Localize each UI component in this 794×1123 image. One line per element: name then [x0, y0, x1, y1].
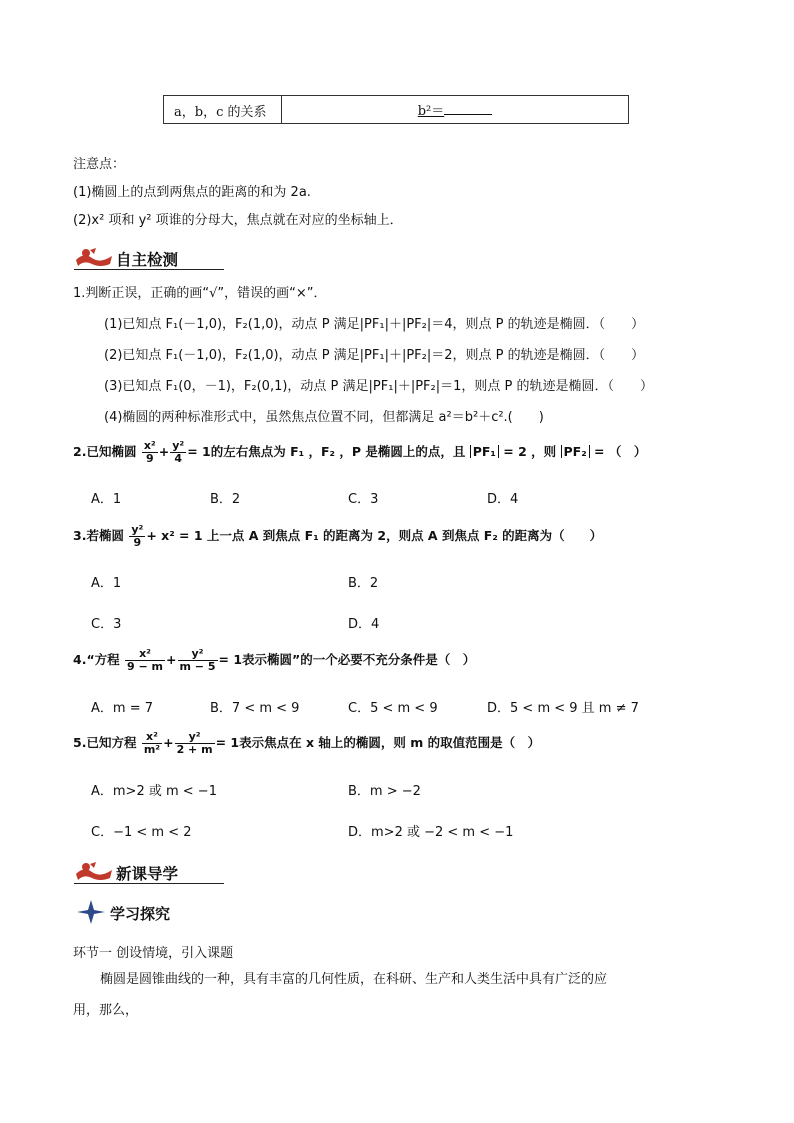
numerator: y² [172, 439, 185, 452]
plus-sign: + [158, 444, 170, 459]
q4-stem [73, 648, 475, 673]
q5-prefix: 5.已知方程 [73, 735, 137, 750]
paragraph-line-2: 用，那么， [73, 1003, 139, 1018]
abs-value: PF₂ [561, 445, 590, 458]
heading-underline [74, 269, 224, 270]
denominator: m − 5 [179, 660, 216, 673]
q3-option-d[interactable]: D．4 [348, 617, 380, 632]
denominator: 9 [133, 536, 142, 549]
step-title: 环节一 创设情境，引入课题 [73, 946, 234, 961]
q4-option-b[interactable]: B．7 < m < 9 [210, 701, 300, 716]
paragraph-line-1: 椭圆是圆锥曲线的一种，具有丰富的几何性质，在科研、生产和人类生活中具有广泛的应 [100, 972, 608, 987]
q3-rest: + x² = 1 [146, 528, 203, 543]
q3-prefix: 3.若椭圆 [73, 528, 124, 543]
formula-text: b²＝ [417, 104, 445, 119]
table-formula-cell [282, 96, 628, 127]
section-title: 自主检测 [116, 251, 179, 269]
denominator: 4 [174, 452, 183, 465]
q3-option-c[interactable]: C．3 [91, 617, 122, 632]
q2-stem [73, 440, 646, 465]
denominator: 2 + m [176, 743, 213, 756]
q2-mid: = 2 ，则 [503, 444, 557, 459]
heading-underline [74, 883, 224, 884]
q2-suffix: 的左右焦点为 F₁ ，F₂ ，P 是椭圆上的点，且 [210, 444, 466, 459]
section-title: 新课导学 [116, 865, 179, 883]
q5-option-b[interactable]: B．m > −2 [348, 784, 421, 799]
fill-blank [444, 102, 492, 115]
q5-stem [73, 731, 540, 756]
q2-option-c[interactable]: C．3 [348, 492, 379, 507]
q1-item-1: (1)已知点 F₁(－1,0)，F₂(1,0)，动点 P 满足|PF₁|＋|PF₂|＝4，则点 P 的轨迹是椭圆．（ ） [104, 317, 645, 332]
q2-prefix: 2.已知椭圆 [73, 444, 137, 459]
q1-item-3: (3)已知点 F₁(0，－1)，F₂(0,1)，动点 P 满足|PF₁|＋|PF₂|＝1，则点 P 的轨迹是椭圆．（ ） [104, 379, 653, 394]
denominator: 9 [145, 452, 154, 465]
notes-title: 注意点： [73, 157, 126, 172]
fraction [175, 731, 215, 756]
q4-option-d[interactable]: D．5 < m < 9 且 m ≠ 7 [487, 701, 639, 716]
q3-stem [73, 524, 602, 549]
numerator: x² [125, 648, 165, 661]
numerator: x² [142, 731, 162, 744]
ribbon-icon [74, 246, 114, 268]
q1-item-4: (4)椭圆的两种标准形式中，虽然焦点位置不同，但都满足 a²＝b²＋c².( ) [104, 410, 544, 425]
q4-option-a[interactable]: A．m = 7 [91, 701, 153, 716]
fraction [170, 440, 186, 465]
equals-one: = 1 [187, 444, 211, 459]
fraction [142, 440, 158, 465]
q3-suffix: 上一点 A 到焦点 F₁ 的距离为 2，则点 A 到焦点 F₂ 的距离为（ ） [206, 528, 603, 543]
q2-option-b[interactable]: B．2 [210, 492, 241, 507]
numerator: x² [143, 439, 156, 452]
equals-one: = 1 [215, 735, 240, 750]
q5-option-a[interactable]: A．m>2 或 m < −1 [91, 784, 217, 799]
abs-value: PF₁ [470, 445, 499, 458]
ribbon-icon [74, 860, 114, 882]
fraction [142, 731, 162, 756]
q2-end: = （ ） [594, 444, 647, 459]
plus-sign: + [166, 652, 177, 667]
plus-sign: + [163, 735, 174, 750]
denominator: m² [143, 743, 161, 756]
q4-option-c[interactable]: C．5 < m < 9 [348, 701, 438, 716]
fraction [178, 648, 218, 673]
q5-suffix: 表示焦点在 x 轴上的椭圆，则 m 的取值范围是（ ） [239, 735, 541, 750]
equals-one: = 1 [218, 652, 243, 667]
star-icon [76, 899, 106, 925]
subsection-title: 学习探究 [110, 905, 171, 923]
numerator: y² [131, 523, 144, 536]
table-label-cell: a，b，c 的关系 [164, 96, 282, 123]
q1-item-2: (2)已知点 F₁(－1,0)，F₂(1,0)，动点 P 满足|PF₁|＋|PF₂|＝2，则点 P 的轨迹是椭圆．（ ） [104, 348, 645, 363]
numerator: y² [175, 731, 215, 744]
fraction [129, 524, 145, 549]
q1-stem: 1.判断正误，正确的画“√”，错误的画“×”． [73, 286, 327, 301]
q4-prefix: 4.“方程 [73, 652, 120, 667]
section-heading-self-check [74, 244, 224, 270]
relation-table [163, 95, 629, 124]
fraction [125, 648, 165, 673]
numerator: y² [178, 648, 218, 661]
q5-option-c[interactable]: C．−1 < m < 2 [91, 825, 192, 840]
denominator: 9 − m [127, 660, 164, 673]
q5-option-d[interactable]: D．m>2 或 −2 < m < −1 [348, 825, 514, 840]
q2-option-d[interactable]: D．4 [487, 492, 519, 507]
note-2: (2)x² 项和 y² 项谁的分母大，焦点就在对应的坐标轴上． [73, 213, 403, 228]
q4-suffix: 表示椭圆”的一个必要不充分条件是（ ） [242, 652, 476, 667]
q2-option-a[interactable]: A．1 [91, 492, 122, 507]
q3-option-a[interactable]: A．1 [91, 576, 122, 591]
q3-option-b[interactable]: B．2 [348, 576, 379, 591]
note-1: (1)椭圆上的点到两焦点的距离的和为 2a. [73, 185, 311, 200]
section-heading-new-lesson [74, 858, 224, 884]
